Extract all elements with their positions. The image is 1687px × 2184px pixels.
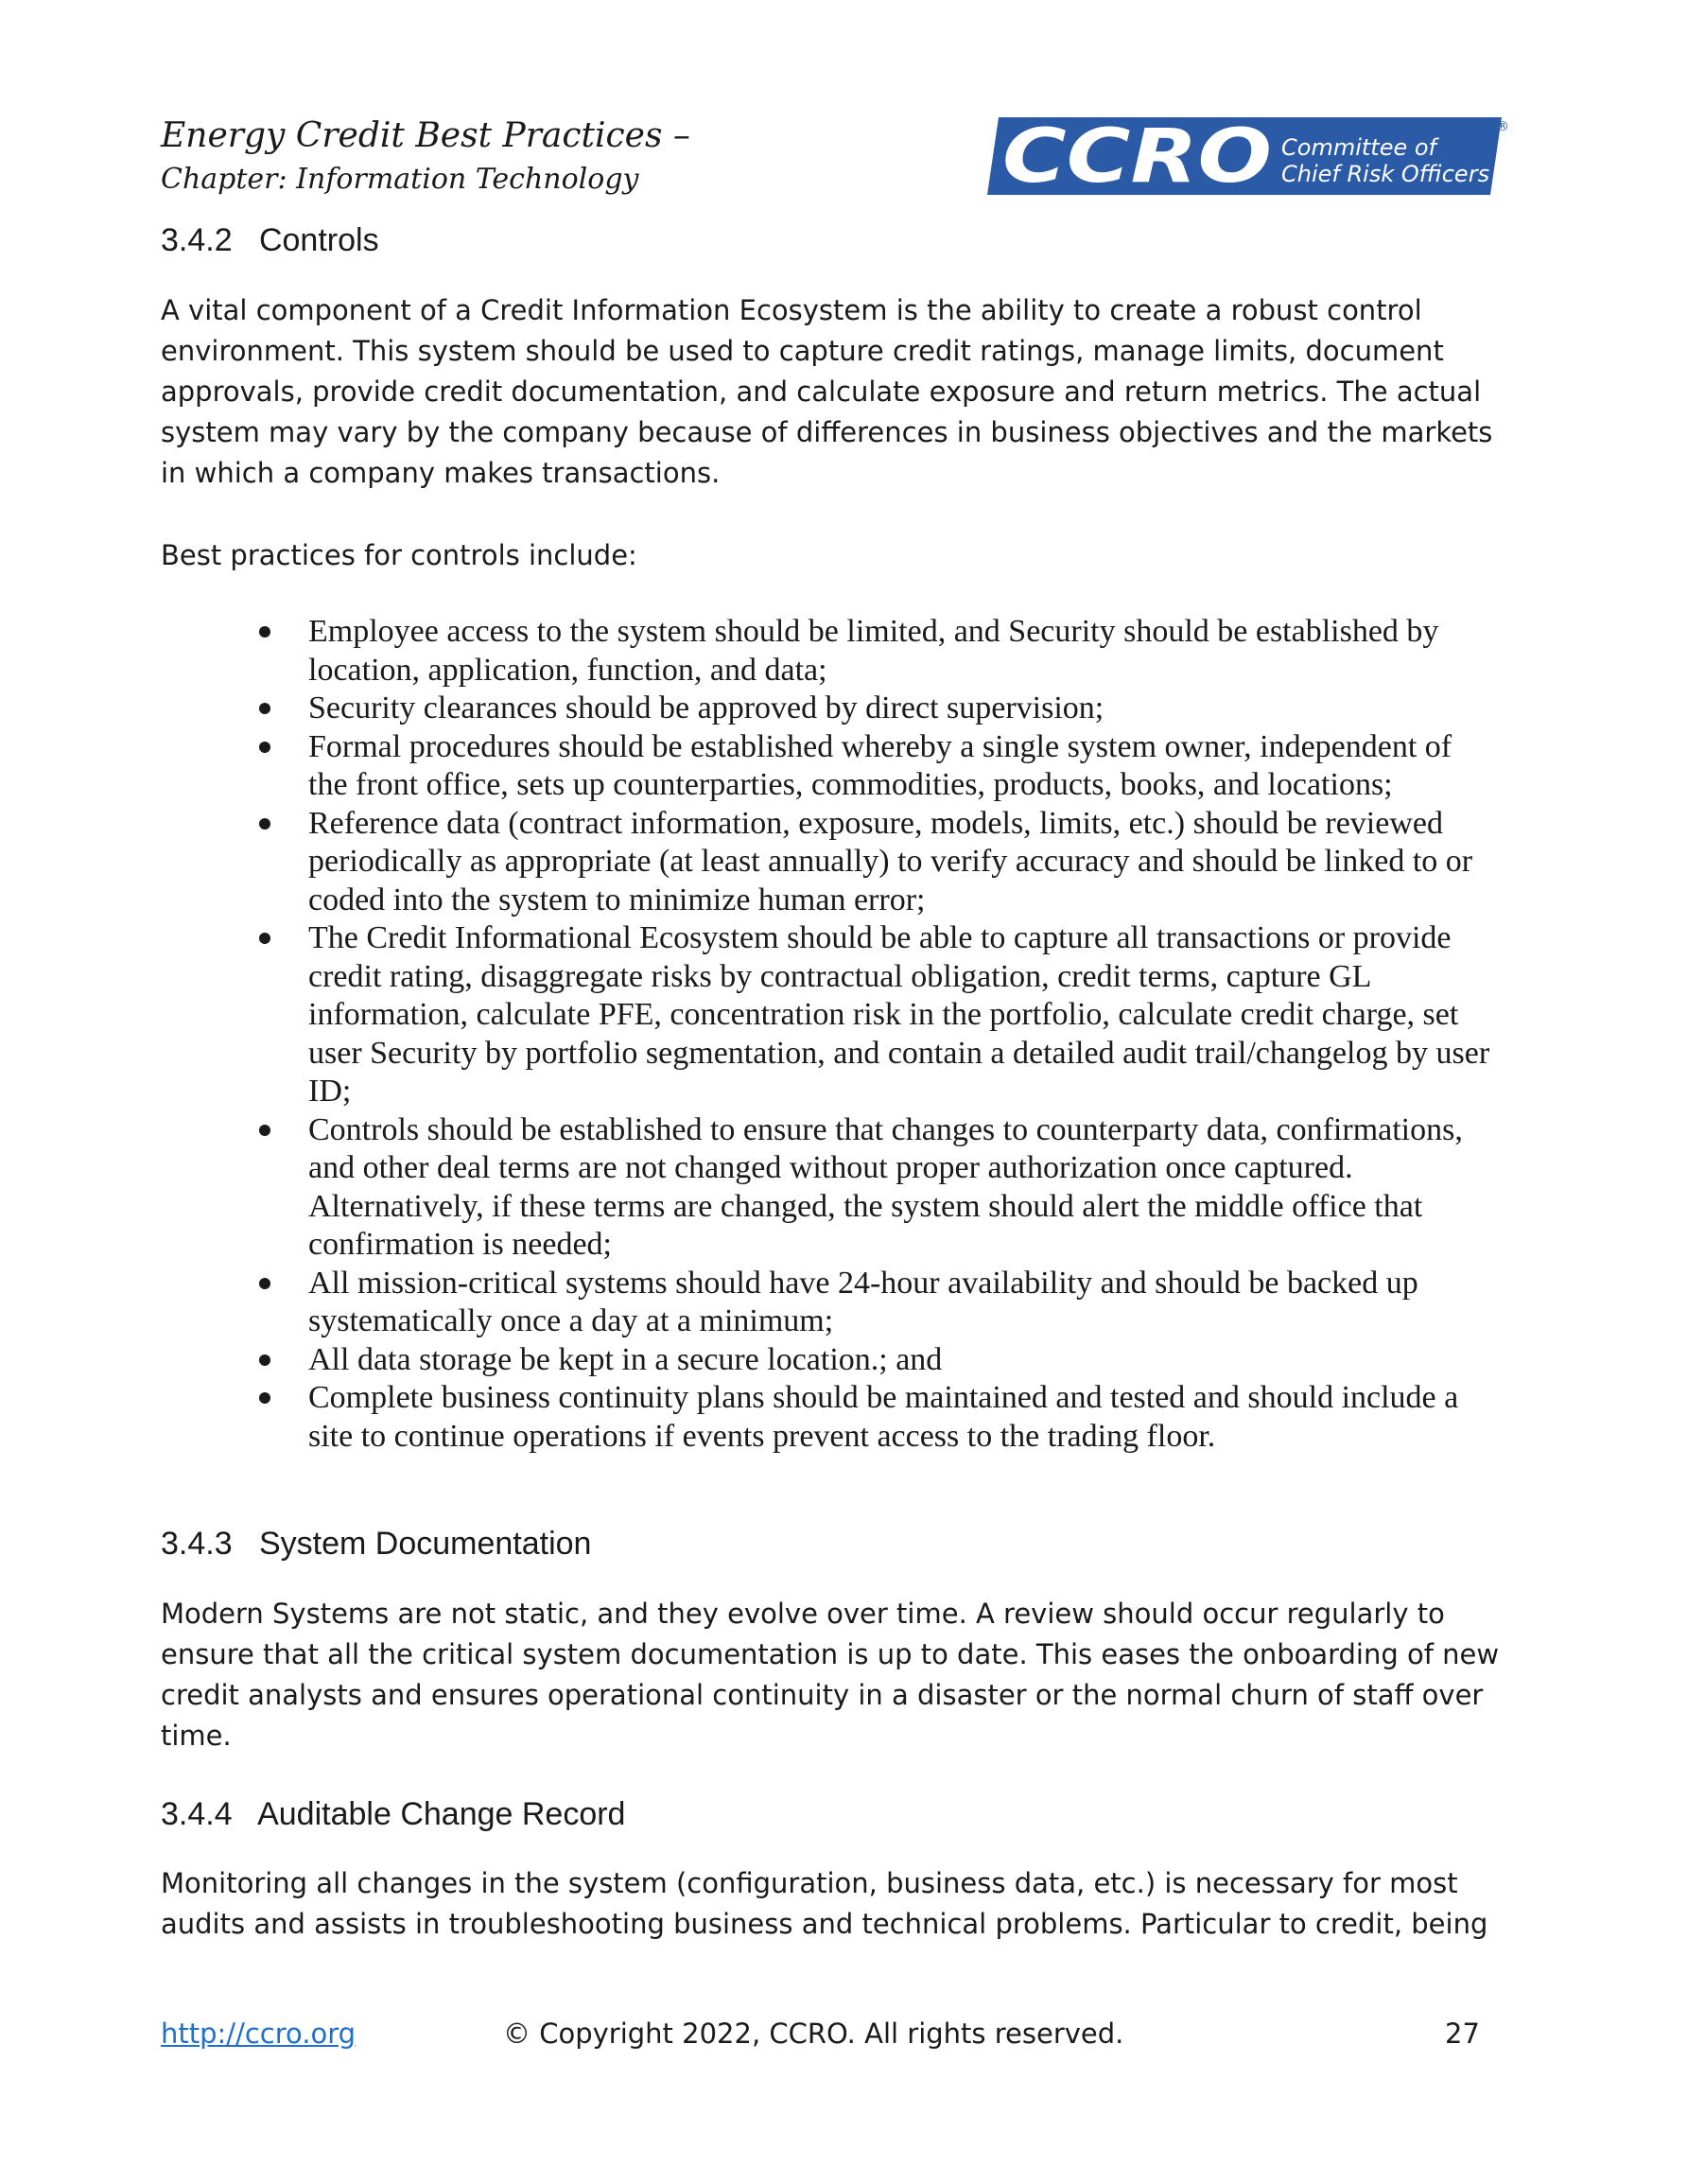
- change-record-paragraph: Monitoring all changes in the system (configuration, business data, etc.) is necessary for most audits and assists in troubleshooting business and technical problems. Particular to credit, being: [161, 1867, 1488, 1940]
- registered-mark: ®: [1496, 119, 1509, 134]
- list-item: Reference data (contract information, exposure, models, limits, etc.) should be reviewed periodically as appropriate (at least annually) to verify accuracy and should be linked to or coded into the system to minimize human error;: [255, 805, 1494, 920]
- ccro-logo: [983, 114, 1513, 199]
- bullet-icon: [259, 1278, 270, 1289]
- list-item: All mission-critical systems should have 24-hour availability and should be backed up systematically once a day at a minimum;: [255, 1265, 1494, 1341]
- bullet-icon: [259, 818, 270, 830]
- bullet-icon: [259, 1392, 270, 1404]
- footer-link-wrap: [161, 2015, 356, 2053]
- list-item: Formal procedures should be established whereby a single system owner, independent of the front office, sets up counterparties, commodities, products, books, and locations;: [255, 728, 1494, 805]
- logo-tagline-1: Committee of: [1281, 134, 1436, 161]
- section-number: 3.4.4: [161, 1796, 233, 1832]
- list-item: Employee access to the system should be limited, and Security should be established by location, application, function, and data;: [255, 613, 1494, 690]
- bullet-icon: [259, 1354, 270, 1366]
- bullet-icon: [259, 626, 270, 638]
- bullet-icon: [259, 742, 270, 753]
- bullet-icon: [259, 1125, 270, 1136]
- section-heading-change-record: [161, 1793, 625, 1835]
- controls-bullet-list: [255, 613, 1494, 1456]
- section-heading-documentation: [161, 1523, 591, 1564]
- page-number: 27: [1445, 2018, 1480, 2050]
- footer-copyright: © Copyright 2022, CCRO. All rights reserved.: [503, 2018, 1124, 2050]
- footer-link[interactable]: http://ccro.org: [161, 2018, 357, 2050]
- section-number: 3.4.3: [161, 1526, 233, 1562]
- chapter-title: Chapter: Information Technology: [161, 163, 639, 196]
- section-title: Controls: [258, 222, 379, 258]
- list-item: All data storage be kept in a secure location.; and: [255, 1341, 1494, 1380]
- bullet-icon: [259, 703, 270, 714]
- list-item: Security clearances should be approved by direct supervision;: [255, 690, 1494, 728]
- section-heading-controls: [161, 219, 379, 261]
- section-title: Auditable Change Record: [257, 1796, 626, 1832]
- logo-tagline-2: Chief Risk Officers: [1281, 161, 1490, 187]
- section-number: 3.4.2: [161, 222, 233, 258]
- controls-intro: Best practices for controls include:: [161, 539, 637, 571]
- bullet-icon: [259, 933, 270, 944]
- list-item: Complete business continuity plans should be maintained and tested and should include a site to continue operations if events prevent access to the trading floor.: [255, 1379, 1494, 1456]
- controls-paragraph: A vital component of a Credit Information Ecosystem is the ability to create a robust control environment. This system should be used to capture credit ratings, manage limits, document approvals, provide credit documentation, and calculate exposure and return metrics. The actual system may vary by the company because of differences in business objectives and the markets in which a company makes transactions.: [161, 294, 1493, 489]
- document-title: Energy Credit Best Practices –: [161, 116, 690, 155]
- list-item: Controls should be established to ensure that changes to counterparty data, confirmations, and other deal terms are not changed without proper authorization once captured. Alternatively, if these terms are changed, the system should alert the middle office that confirmation is needed;: [255, 1111, 1494, 1265]
- list-item: The Credit Informational Ecosystem should be able to capture all transactions or provide credit rating, disaggregate risks by contractual obligation, credit terms, capture GL information, calculate PFE, concentration risk in the portfolio, calculate credit charge, set user Security by portfolio segmentation, and contain a detailed audit trail/changelog by user ID;: [255, 919, 1494, 1111]
- logo-wordmark: CCRO: [1002, 114, 1272, 199]
- documentation-paragraph: Modern Systems are not static, and they evolve over time. A review should occur regularly to ensure that all the critical system documentation is up to date. This eases the onboarding of new credit analysts and ensures operational continuity in a disaster or the normal churn of staff over time.: [161, 1598, 1500, 1752]
- section-title: System Documentation: [258, 1526, 592, 1562]
